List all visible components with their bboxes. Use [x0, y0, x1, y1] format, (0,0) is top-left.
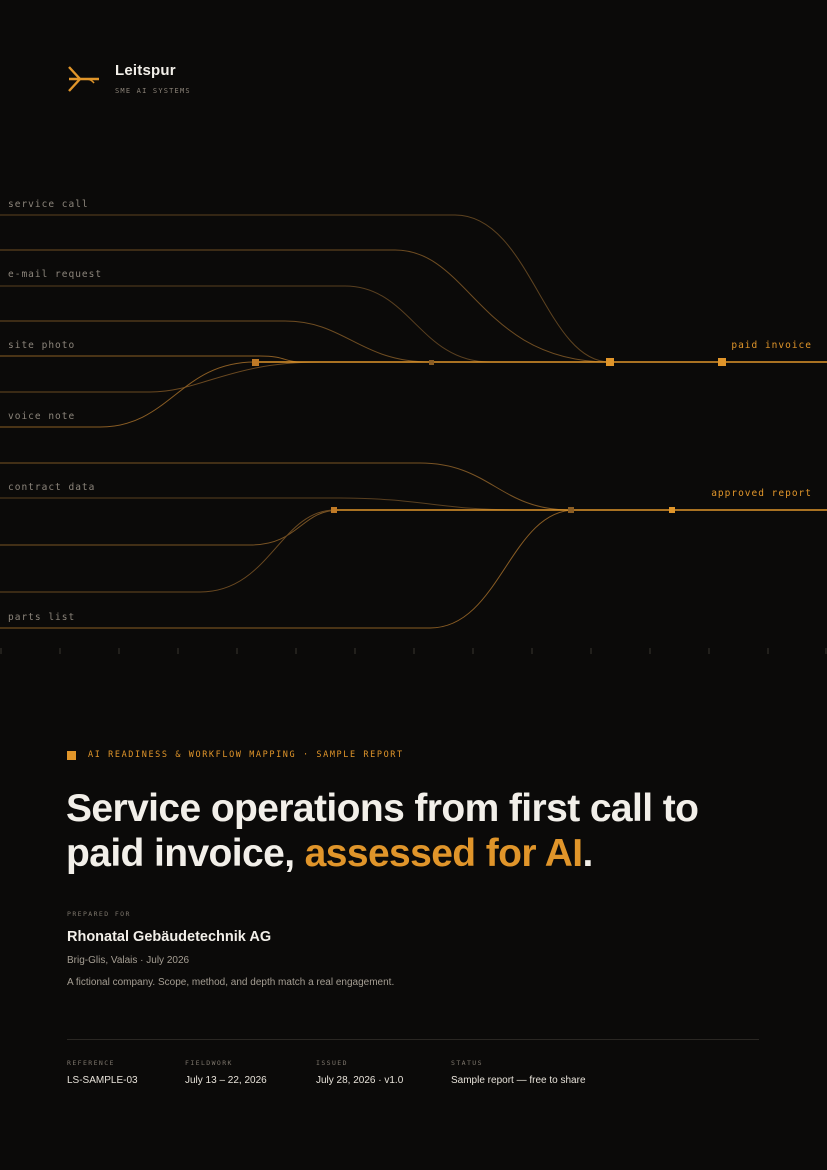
flow-node	[568, 507, 574, 513]
title-text: Service operations from first call to paid invoice,	[66, 787, 699, 875]
info-label: FIELDWORK	[185, 1059, 233, 1067]
title-end: .	[582, 832, 593, 875]
workflow-diagram	[0, 180, 827, 660]
page-title	[66, 786, 786, 876]
info-fieldwork	[185, 1059, 267, 1086]
client-note: A fictional company. Scope, method, and depth match a real engagement.	[67, 977, 395, 988]
info-status	[451, 1059, 586, 1086]
info-reference	[67, 1059, 138, 1086]
eyebrow	[67, 750, 404, 760]
info-value: July 13 – 22, 2026	[185, 1075, 267, 1086]
input-label: parts list	[8, 612, 76, 623]
info-label: REFERENCE	[67, 1059, 115, 1067]
divider	[67, 1039, 759, 1040]
flow-node	[718, 358, 726, 366]
output-label: approved report	[711, 488, 812, 499]
input-label: e-mail request	[8, 269, 103, 280]
flow-node	[331, 507, 337, 513]
input-label: contract data	[8, 482, 96, 493]
input-label: site photo	[8, 340, 76, 351]
eyebrow-text: AI READINESS & WORKFLOW MAPPING · SAMPLE REPORT	[88, 750, 404, 760]
output-label: paid invoice	[731, 340, 812, 351]
info-value: LS-SAMPLE-03	[67, 1075, 138, 1086]
brand	[67, 62, 191, 95]
input-label: service call	[8, 199, 89, 210]
info-value: July 28, 2026 · v1.0	[316, 1075, 404, 1086]
brand-name: Leitspur	[115, 62, 176, 79]
flow-node	[252, 359, 259, 366]
info-label: ISSUED	[316, 1059, 348, 1067]
square-marker-icon	[67, 751, 76, 760]
info-value: Sample report — free to share	[451, 1075, 586, 1086]
title-highlight: assessed for AI	[304, 832, 583, 875]
flow-node	[669, 507, 675, 513]
branching-arrow-icon	[67, 64, 101, 94]
info-issued	[316, 1059, 403, 1086]
flow-node	[606, 358, 614, 366]
info-label: STATUS	[451, 1059, 483, 1067]
client-name: Rhonatal Gebäudetechnik AG	[67, 929, 272, 945]
flow-node	[429, 360, 434, 365]
brand-subtitle: SME AI SYSTEMS	[115, 87, 191, 95]
input-label: voice note	[8, 411, 76, 422]
client-location: Brig-Glis, Valais · July 2026	[67, 955, 190, 966]
prepared-for-label: PREPARED FOR	[67, 910, 131, 918]
